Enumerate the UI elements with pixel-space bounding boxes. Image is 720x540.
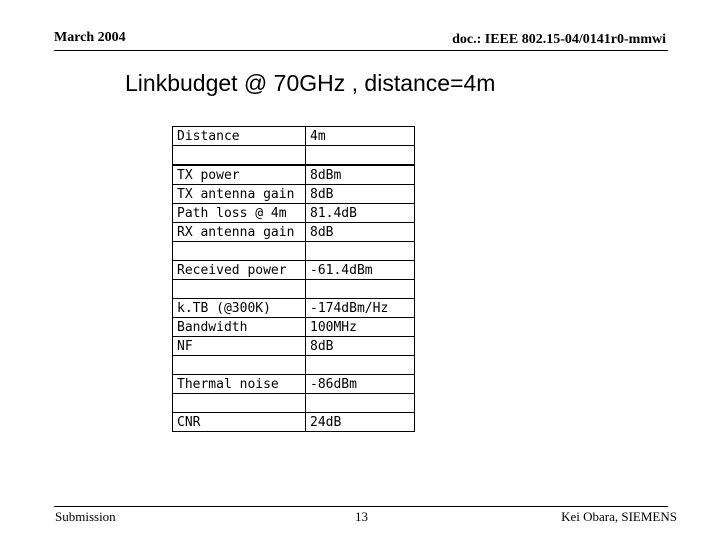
link-budget-table xyxy=(172,126,415,432)
row-label xyxy=(173,242,306,261)
row-label: Distance xyxy=(173,127,306,146)
table-row xyxy=(173,242,415,261)
table-row xyxy=(173,413,415,432)
row-value: 4m xyxy=(306,127,415,146)
row-label: RX antenna gain xyxy=(173,223,306,242)
row-value xyxy=(306,280,415,299)
row-label xyxy=(173,146,306,166)
row-value: 24dB xyxy=(306,413,415,432)
table-row xyxy=(173,318,415,337)
header-divider xyxy=(54,50,668,51)
row-label xyxy=(173,280,306,299)
row-label: k.TB (@300K) xyxy=(173,299,306,318)
row-label xyxy=(173,356,306,375)
table-row xyxy=(173,127,415,146)
row-label: TX antenna gain xyxy=(173,185,306,204)
row-value xyxy=(306,394,415,413)
row-label: Bandwidth xyxy=(173,318,306,337)
table-row xyxy=(173,299,415,318)
row-value: 81.4dB xyxy=(306,204,415,223)
table-row xyxy=(173,165,415,185)
table-row xyxy=(173,185,415,204)
row-label: Received power xyxy=(173,261,306,280)
table-row xyxy=(173,223,415,242)
table-row xyxy=(173,356,415,375)
table-row xyxy=(173,261,415,280)
row-label: Path loss @ 4m xyxy=(173,204,306,223)
row-value: -86dBm xyxy=(306,375,415,394)
row-value: 100MHz xyxy=(306,318,415,337)
table-row xyxy=(173,375,415,394)
footer-divider xyxy=(54,506,668,507)
table-row xyxy=(173,204,415,223)
row-value: 8dB xyxy=(306,185,415,204)
page-number: 13 xyxy=(355,509,368,524)
table-row xyxy=(173,146,415,166)
slide-title: Linkbudget @ 70GHz , distance=4m xyxy=(125,70,496,96)
row-label: CNR xyxy=(173,413,306,432)
row-value: 8dBm xyxy=(306,165,415,185)
row-value xyxy=(306,146,415,166)
row-value: 8dB xyxy=(306,337,415,356)
row-label: TX power xyxy=(173,165,306,185)
footer-author: Kei Obara, SIEMENS xyxy=(561,509,677,524)
row-label: Thermal noise xyxy=(173,375,306,394)
row-value xyxy=(306,242,415,261)
row-value: -61.4dBm xyxy=(306,261,415,280)
table-row xyxy=(173,394,415,413)
row-label: NF xyxy=(173,337,306,356)
row-label xyxy=(173,394,306,413)
row-value: -174dBm/Hz xyxy=(306,299,415,318)
header-date: March 2004 xyxy=(54,30,126,45)
table-row xyxy=(173,337,415,356)
table-row xyxy=(173,280,415,299)
row-value: 8dB xyxy=(306,223,415,242)
footer-submission: Submission xyxy=(55,509,116,524)
row-value xyxy=(306,356,415,375)
header-doc-id: doc.: IEEE 802.15-04/0141r0-mmwi xyxy=(452,32,666,47)
